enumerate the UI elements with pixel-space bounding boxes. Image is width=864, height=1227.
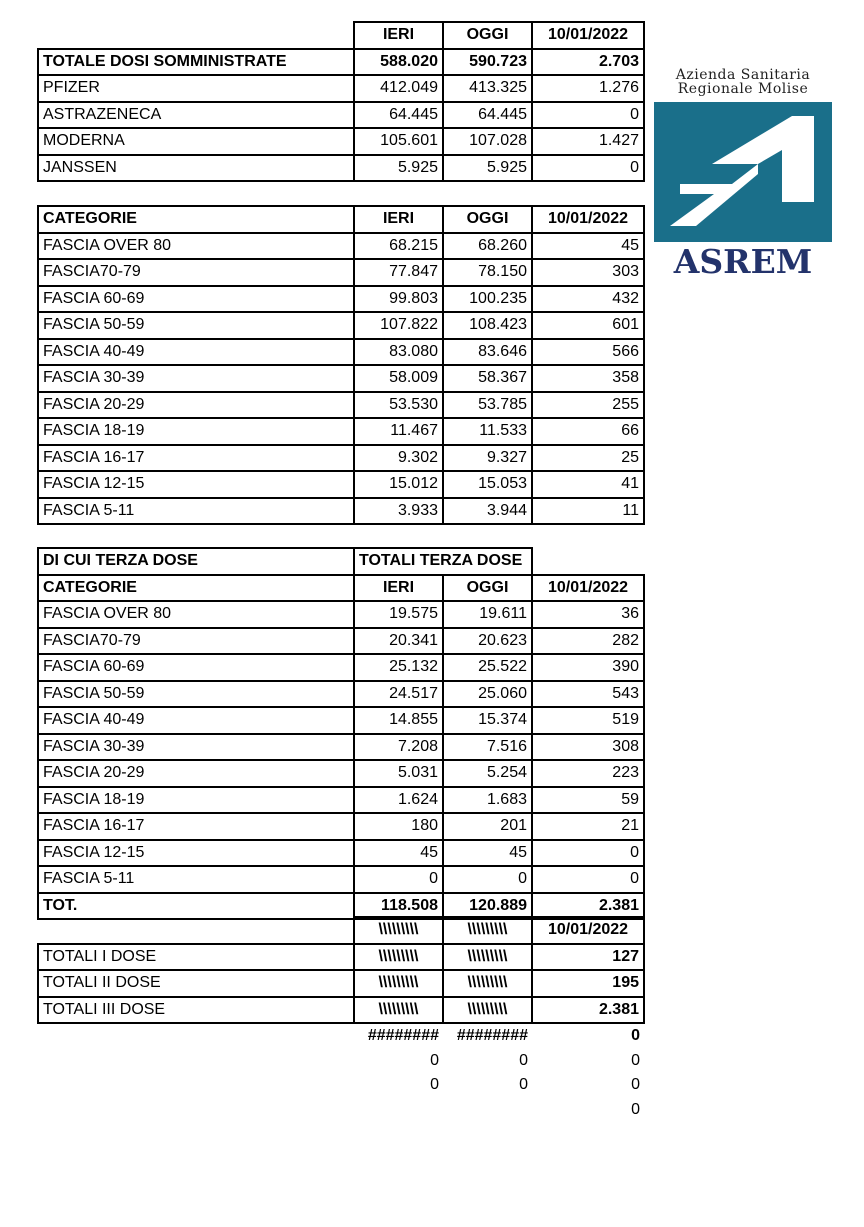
cell-oggi: 3.944 bbox=[443, 498, 532, 525]
table-row bbox=[38, 707, 644, 734]
cell-oggi: 100.235 bbox=[443, 286, 532, 313]
row-label: FASCIA 20-29 bbox=[38, 392, 354, 419]
table-row bbox=[38, 997, 644, 1024]
cell-diff: 11 bbox=[532, 498, 644, 525]
extra-empty bbox=[38, 1023, 354, 1049]
table-row bbox=[38, 445, 644, 472]
cell-oggi: 25.522 bbox=[443, 654, 532, 681]
cell-ieri: 3.933 bbox=[354, 498, 443, 525]
cell-oggi: 7.516 bbox=[443, 734, 532, 761]
row-label: FASCIA 40-49 bbox=[38, 707, 354, 734]
cell-diff: 0 bbox=[532, 840, 644, 867]
cell-oggi: 9.327 bbox=[443, 445, 532, 472]
cell-diff: 255 bbox=[532, 392, 644, 419]
logo-line1: Azienda Sanitaria bbox=[675, 67, 811, 83]
table-row bbox=[38, 286, 644, 313]
row-label: PFIZER bbox=[38, 75, 354, 102]
row-label: FASCIA70-79 bbox=[38, 628, 354, 655]
cell-oggi: 11.533 bbox=[443, 418, 532, 445]
cell-ieri: 7.208 bbox=[354, 734, 443, 761]
cell-diff: 0 bbox=[532, 866, 644, 893]
header-cell-categorie: CATEGORIE bbox=[38, 575, 354, 602]
extra-oggi bbox=[443, 1098, 532, 1123]
cell-ieri: 77.847 bbox=[354, 259, 443, 286]
cell-diff: 303 bbox=[532, 259, 644, 286]
cell-diff: 21 bbox=[532, 813, 644, 840]
table-row bbox=[38, 392, 644, 419]
cell-oggi: 15.053 bbox=[443, 471, 532, 498]
dose-totals-table bbox=[37, 916, 645, 1122]
row-label: FASCIA 30-39 bbox=[38, 734, 354, 761]
table-row bbox=[38, 760, 644, 787]
table-header-row bbox=[38, 917, 644, 944]
row-label: FASCIA 5-11 bbox=[38, 498, 354, 525]
row-label: MODERNA bbox=[38, 128, 354, 155]
cell-oggi: 107.028 bbox=[443, 128, 532, 155]
header-cell-empty bbox=[38, 22, 354, 49]
row-label: FASCIA 60-69 bbox=[38, 286, 354, 313]
table-row bbox=[38, 498, 644, 525]
row-label: FASCIA 50-59 bbox=[38, 312, 354, 339]
cell-diff: 519 bbox=[532, 707, 644, 734]
logo-s-icon bbox=[654, 102, 832, 242]
cell-diff: 601 bbox=[532, 312, 644, 339]
row-label: FASCIA 40-49 bbox=[38, 339, 354, 366]
cell-oggi: 19.611 bbox=[443, 601, 532, 628]
header-cell-date: 10/01/2022 bbox=[532, 917, 644, 944]
cell-diff: 432 bbox=[532, 286, 644, 313]
cell-diff: 543 bbox=[532, 681, 644, 708]
row-label: FASCIA 16-17 bbox=[38, 445, 354, 472]
extra-row bbox=[38, 1023, 644, 1049]
extra-ieri: 0 bbox=[430, 1051, 439, 1069]
table-row bbox=[38, 601, 644, 628]
cell-ieri: 68.215 bbox=[354, 233, 443, 260]
third-dose-table bbox=[37, 547, 645, 920]
table-row bbox=[38, 840, 644, 867]
table-row bbox=[38, 102, 644, 129]
cell-ieri: 180 bbox=[354, 813, 443, 840]
cell-diff: 308 bbox=[532, 734, 644, 761]
cell-diff: 566 bbox=[532, 339, 644, 366]
age-categories-table bbox=[37, 205, 645, 525]
header-cell-oggi: OGGI bbox=[443, 206, 532, 233]
cell-hatch: \\\\\\\\\ bbox=[354, 970, 443, 997]
table-row bbox=[38, 128, 644, 155]
cell-diff: 59 bbox=[532, 787, 644, 814]
cell-ieri: 1.624 bbox=[354, 787, 443, 814]
extra-diff: 0 bbox=[631, 1076, 640, 1094]
total-oggi: 120.889 bbox=[443, 893, 532, 920]
row-label: FASCIA OVER 80 bbox=[38, 601, 354, 628]
third-dose-subtitle: TOTALI TERZA DOSE bbox=[354, 548, 532, 575]
header-cell-empty bbox=[38, 917, 354, 944]
cell-hatch: \\\\\\\\\ bbox=[443, 944, 532, 971]
cell-diff: 66 bbox=[532, 418, 644, 445]
header-cell-ieri: IERI bbox=[354, 206, 443, 233]
cell-oggi: 5.254 bbox=[443, 760, 532, 787]
cell-ieri: 9.302 bbox=[354, 445, 443, 472]
cell-ieri: 14.855 bbox=[354, 707, 443, 734]
extra-empty bbox=[38, 1073, 354, 1098]
cell-ieri: 5.925 bbox=[354, 155, 443, 182]
table-row bbox=[38, 259, 644, 286]
extra-oggi: 0 bbox=[519, 1076, 528, 1094]
cell-diff: 2.381 bbox=[532, 997, 644, 1024]
table-row bbox=[38, 418, 644, 445]
header-cell-ieri: IERI bbox=[354, 575, 443, 602]
total-ieri: 118.508 bbox=[354, 893, 443, 920]
cell-oggi: 1.683 bbox=[443, 787, 532, 814]
table-row bbox=[38, 813, 644, 840]
cell-ieri: 99.803 bbox=[354, 286, 443, 313]
cell-oggi: 15.374 bbox=[443, 707, 532, 734]
cell-oggi: 201 bbox=[443, 813, 532, 840]
cell-oggi: 25.060 bbox=[443, 681, 532, 708]
table-row bbox=[38, 787, 644, 814]
cell-oggi: 64.445 bbox=[443, 102, 532, 129]
cell-ieri: 20.341 bbox=[354, 628, 443, 655]
cell-ieri: 412.049 bbox=[354, 75, 443, 102]
row-label: FASCIA70-79 bbox=[38, 259, 354, 286]
vaccine-doses-table bbox=[37, 21, 645, 182]
extra-oggi: 0 bbox=[519, 1051, 528, 1069]
cell-diff: 25 bbox=[532, 445, 644, 472]
table-row bbox=[38, 312, 644, 339]
extra-diff: 0 bbox=[631, 1100, 640, 1118]
extra-row bbox=[38, 1073, 644, 1098]
table-header-row bbox=[38, 22, 644, 49]
table-row bbox=[38, 970, 644, 997]
cell-diff: 358 bbox=[532, 365, 644, 392]
cell-oggi: 108.423 bbox=[443, 312, 532, 339]
table-row bbox=[38, 866, 644, 893]
title-cell-empty bbox=[532, 548, 644, 575]
header-cell-date: 10/01/2022 bbox=[532, 206, 644, 233]
header-cell-date: 10/01/2022 bbox=[532, 575, 644, 602]
cell-diff: 223 bbox=[532, 760, 644, 787]
cell-ieri: 58.009 bbox=[354, 365, 443, 392]
row-label: FASCIA 12-15 bbox=[38, 471, 354, 498]
cell-oggi: 590.723 bbox=[443, 49, 532, 76]
cell-oggi: 0 bbox=[443, 866, 532, 893]
row-label: FASCIA 18-19 bbox=[38, 787, 354, 814]
row-label: ASTRAZENECA bbox=[38, 102, 354, 129]
cell-oggi: 413.325 bbox=[443, 75, 532, 102]
cell-ieri: 5.031 bbox=[354, 760, 443, 787]
logo-name: ASREM bbox=[673, 242, 813, 281]
extra-ieri: ######## bbox=[367, 1027, 439, 1045]
row-label: FASCIA 20-29 bbox=[38, 760, 354, 787]
cell-ieri: 15.012 bbox=[354, 471, 443, 498]
total-label: TOT. bbox=[38, 893, 354, 920]
cell-diff: 1.427 bbox=[532, 128, 644, 155]
cell-diff: 2.703 bbox=[532, 49, 644, 76]
extra-empty bbox=[38, 1098, 354, 1123]
header-cell-date: 10/01/2022 bbox=[532, 22, 644, 49]
extra-diff: 0 bbox=[631, 1027, 640, 1045]
extra-empty bbox=[38, 1049, 354, 1074]
row-label: TOTALI II DOSE bbox=[38, 970, 354, 997]
table-row bbox=[38, 681, 644, 708]
row-label: TOTALI I DOSE bbox=[38, 944, 354, 971]
extra-row bbox=[38, 1049, 644, 1074]
header-cell-ieri: IERI bbox=[354, 22, 443, 49]
cell-oggi: 5.925 bbox=[443, 155, 532, 182]
cell-ieri: 0 bbox=[354, 866, 443, 893]
cell-oggi: 58.367 bbox=[443, 365, 532, 392]
row-label: FASCIA 5-11 bbox=[38, 866, 354, 893]
cell-ieri: 45 bbox=[354, 840, 443, 867]
cell-hatch: \\\\\\\\\ bbox=[443, 997, 532, 1024]
cell-diff: 390 bbox=[532, 654, 644, 681]
cell-oggi: 83.646 bbox=[443, 339, 532, 366]
table-title-row bbox=[38, 548, 644, 575]
row-label: FASCIA 16-17 bbox=[38, 813, 354, 840]
cell-ieri: 25.132 bbox=[354, 654, 443, 681]
table-row bbox=[38, 734, 644, 761]
row-label: TOTALE DOSI SOMMINISTRATE bbox=[38, 49, 354, 76]
third-dose-title: DI CUI TERZA DOSE bbox=[38, 548, 354, 575]
row-label: FASCIA 30-39 bbox=[38, 365, 354, 392]
cell-hatch: \\\\\\\\\ bbox=[354, 944, 443, 971]
cell-ieri: 11.467 bbox=[354, 418, 443, 445]
cell-oggi: 20.623 bbox=[443, 628, 532, 655]
table-row bbox=[38, 49, 644, 76]
table-row bbox=[38, 471, 644, 498]
header-cell-oggi: OGGI bbox=[443, 575, 532, 602]
table-row bbox=[38, 944, 644, 971]
table-row bbox=[38, 339, 644, 366]
row-label: TOTALI III DOSE bbox=[38, 997, 354, 1024]
cell-ieri: 24.517 bbox=[354, 681, 443, 708]
cell-oggi: 53.785 bbox=[443, 392, 532, 419]
cell-hatch: \\\\\\\\\ bbox=[443, 970, 532, 997]
cell-oggi: 68.260 bbox=[443, 233, 532, 260]
cell-diff: 0 bbox=[532, 155, 644, 182]
extra-oggi: ######## bbox=[456, 1027, 528, 1045]
cell-ieri: 105.601 bbox=[354, 128, 443, 155]
cell-ieri: 64.445 bbox=[354, 102, 443, 129]
extra-diff: 0 bbox=[631, 1051, 640, 1069]
cell-ieri: 83.080 bbox=[354, 339, 443, 366]
header-cell-oggi: OGGI bbox=[443, 22, 532, 49]
cell-diff: 0 bbox=[532, 102, 644, 129]
row-label: FASCIA 12-15 bbox=[38, 840, 354, 867]
extra-ieri: 0 bbox=[430, 1076, 439, 1094]
extra-row bbox=[38, 1098, 644, 1123]
cell-diff: 127 bbox=[532, 944, 644, 971]
logo-line2: Regionale Molise bbox=[677, 81, 809, 97]
cell-diff: 1.276 bbox=[532, 75, 644, 102]
header-cell-hatch: \\\\\\\\\ bbox=[443, 917, 532, 944]
extra-ieri bbox=[354, 1098, 443, 1123]
row-label: FASCIA 60-69 bbox=[38, 654, 354, 681]
table-header-row bbox=[38, 206, 644, 233]
cell-diff: 282 bbox=[532, 628, 644, 655]
cell-diff: 41 bbox=[532, 471, 644, 498]
table-row bbox=[38, 155, 644, 182]
cell-oggi: 78.150 bbox=[443, 259, 532, 286]
table-row bbox=[38, 75, 644, 102]
cell-hatch: \\\\\\\\\ bbox=[354, 997, 443, 1024]
cell-ieri: 53.530 bbox=[354, 392, 443, 419]
cell-ieri: 107.822 bbox=[354, 312, 443, 339]
table-row bbox=[38, 365, 644, 392]
table-row bbox=[38, 628, 644, 655]
logo-emblem bbox=[654, 102, 832, 242]
cell-diff: 36 bbox=[532, 601, 644, 628]
header-cell-categorie: CATEGORIE bbox=[38, 206, 354, 233]
row-label: FASCIA 18-19 bbox=[38, 418, 354, 445]
table-header-row bbox=[38, 575, 644, 602]
cell-diff: 45 bbox=[532, 233, 644, 260]
cell-ieri: 588.020 bbox=[354, 49, 443, 76]
header-cell-hatch: \\\\\\\\\ bbox=[354, 917, 443, 944]
total-diff: 2.381 bbox=[532, 893, 644, 920]
cell-diff: 195 bbox=[532, 970, 644, 997]
table-row bbox=[38, 654, 644, 681]
cell-ieri: 19.575 bbox=[354, 601, 443, 628]
row-label: FASCIA 50-59 bbox=[38, 681, 354, 708]
asrem-logo bbox=[650, 67, 836, 281]
row-label: FASCIA OVER 80 bbox=[38, 233, 354, 260]
cell-oggi: 45 bbox=[443, 840, 532, 867]
row-label: JANSSEN bbox=[38, 155, 354, 182]
table-row bbox=[38, 233, 644, 260]
